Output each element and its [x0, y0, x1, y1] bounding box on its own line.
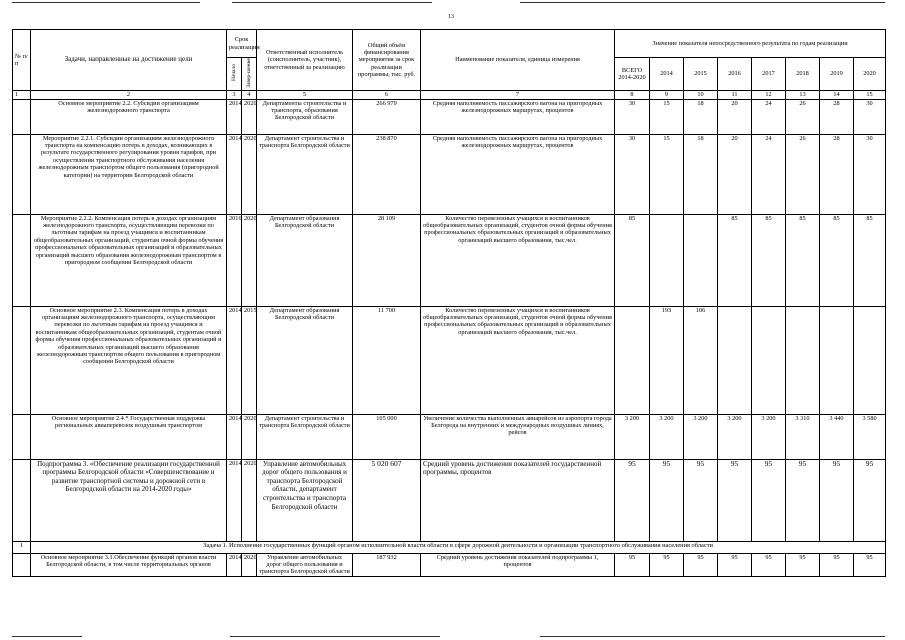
row-executor: Департамент строительства и транспорта Белгородской области [257, 414, 353, 459]
row-start: 2014 [227, 414, 242, 459]
column-number: 9 [650, 91, 684, 99]
row-value: 20 [718, 99, 752, 134]
row-value [854, 306, 886, 414]
header-term: Срок реализации [227, 30, 257, 58]
header-indicator: Наименование показателя, единица измерения [421, 30, 615, 91]
row-value: 95 [854, 553, 886, 576]
row-value: 85 [786, 214, 820, 306]
row-value [718, 306, 752, 414]
page-number: 13 [448, 14, 454, 20]
row-funding: 105 000 [353, 414, 421, 459]
row-value: 95 [718, 553, 752, 576]
row-start: 2014 [227, 553, 242, 576]
program-table [12, 29, 886, 577]
row-value: 95 [615, 553, 650, 576]
row-funding: 266 979 [353, 99, 421, 134]
bottom-rule-center [230, 636, 440, 637]
row-indicator: Средняя наполняемость пассажирского вагона на пригородных железнодорожных маршрутах, процентов [421, 99, 615, 134]
row-executor: Департамент строительства и транспорта Белгородской области [257, 134, 353, 214]
row-task: Подпрограмма 3. «Обеспечение реализации государственной программы Белгородской области «Совершенствование и развитие транспортной системы и дорожной сети в Белгородской области на 2014-2020 годы» [31, 459, 227, 541]
table-row [13, 414, 886, 459]
row-executor: Департаменты строительства и транспорта, образования Белгородской области [257, 99, 353, 134]
column-number: 2 [31, 91, 227, 99]
row-indicator: Увеличение количества выполненных авиарейсов из аэропорта города Белгорода на внутренних и международных воздушных линиях, рейсов [421, 414, 615, 459]
header-values-group: Значение показателя непосредственного результата по годам реализации [615, 30, 886, 58]
column-number: 15 [854, 91, 886, 99]
row-value: 3 440 [820, 414, 854, 459]
column-number: 7 [421, 91, 615, 99]
row-number [13, 414, 31, 459]
row-funding: 11 700 [353, 306, 421, 414]
row-value: 95 [650, 459, 684, 541]
row-value [752, 306, 786, 414]
table-row [13, 134, 886, 214]
header-no: № п/п [13, 30, 31, 91]
header-year: 2020 [854, 58, 886, 91]
task-row [13, 541, 886, 553]
row-indicator: Средний уровень достижения показателей государственной программы, процентов [421, 459, 615, 541]
column-number: 12 [752, 91, 786, 99]
header-total: ВСЕГО 2014-2020 [615, 58, 650, 91]
row-executor: Департамент образования Белгородской области [257, 214, 353, 306]
row-value: 26 [786, 134, 820, 214]
row-number [13, 553, 31, 576]
row-end: 2020 [242, 99, 257, 134]
row-value: 95 [650, 553, 684, 576]
column-number: 11 [718, 91, 752, 99]
row-value: 95 [854, 459, 886, 541]
row-value: 95 [752, 459, 786, 541]
row-executor: Управление автомобильных дорог общего пользования и транспорта Белгородской области [257, 553, 353, 576]
row-value: 3 200 [752, 414, 786, 459]
row-funding: 28 109 [353, 214, 421, 306]
row-value: 85 [615, 214, 650, 306]
row-value: 30 [615, 99, 650, 134]
header-executor: Ответственный исполнитель (соисполнитель, участник), ответственный за реализацию [257, 30, 353, 91]
row-value: 85 [854, 214, 886, 306]
row-value: 28 [820, 134, 854, 214]
bottom-rule-right [540, 636, 885, 637]
header-year: 2018 [786, 58, 820, 91]
row-value: 95 [615, 459, 650, 541]
table-row [13, 99, 886, 134]
row-executor: Департамент образования Белгородской области [257, 306, 353, 414]
row-indicator: Средняя наполняемость пассажирского вагона на пригородных железнодорожных маршрутах, процентов [421, 134, 615, 214]
row-number [13, 214, 31, 306]
header-year: 2016 [718, 58, 752, 91]
task-number: 1 [13, 541, 31, 553]
column-number: 8 [615, 91, 650, 99]
row-value: 95 [786, 553, 820, 576]
row-value: 15 [650, 99, 684, 134]
row-end: 2020 [242, 214, 257, 306]
column-number-row [13, 91, 886, 99]
row-value: 24 [752, 134, 786, 214]
column-number: 10 [684, 91, 718, 99]
header-funding: Общий объём финансирования мероприятия за срок реализации программы, тыс. руб. [353, 30, 421, 91]
row-end: 2020 [242, 134, 257, 214]
row-start: 2014 [227, 306, 242, 414]
header-year: 2014 [650, 58, 684, 91]
row-value: 3 200 [650, 414, 684, 459]
row-number [13, 134, 31, 214]
row-end: 2020 [242, 553, 257, 576]
row-start: 2014 [227, 134, 242, 214]
row-value: 95 [786, 459, 820, 541]
bottom-rule-left [12, 636, 82, 637]
row-value: 26 [786, 99, 820, 134]
task-text: Задача 1. Исполнение государственных функций органом исполнительной власти области в сфере дорожной деятельности и организации транспортного обслуживания населения области [31, 541, 886, 553]
row-value: 95 [752, 553, 786, 576]
table-row [13, 306, 886, 414]
row-value [786, 306, 820, 414]
row-value: 28 [820, 99, 854, 134]
row-funding: 187 932 [353, 553, 421, 576]
row-task: Мероприятие 2.2.2. Компенсация потерь в доходах организациям железнодорожного транспорта, осуществляющим перевозки по льготным тарифам на проезд учащимся и воспитанникам общеобразовательных организаций, студентам очной формы обучения профессиональных образовательных организаций и образовательных организаций высшего образования железнодорожным транспортом в пригородном сообщении Белгородской области [31, 214, 227, 306]
row-value: 3 200 [718, 414, 752, 459]
header-year: 2019 [820, 58, 854, 91]
row-indicator: Количество перевезенных учащихся и воспитанников общеобразовательных организаций, студентов очной формы обучения профессиональных образовательных организаций и образовательных организаций высшего образования, тыс.чел. [421, 214, 615, 306]
row-task: Мероприятие 2.2.1. Субсидии организациям железнодорожного транспорта на компенсацию потерь в доходах, возникающих в результате государственного регулирования уровня тарифов, при осуществлении транспортного обслуживания населения железнодорожным транспортом общего пользования (пригородной категории) на территории Белгородской области [31, 134, 227, 214]
row-value: 95 [820, 553, 854, 576]
row-value: 30 [854, 99, 886, 134]
row-start: 2016 [227, 214, 242, 306]
header-end: Завер-шение [242, 58, 257, 91]
row-value [820, 306, 854, 414]
row-end: 2020 [242, 414, 257, 459]
row-value: 3 310 [786, 414, 820, 459]
column-number: 4 [242, 91, 257, 99]
column-number: 5 [257, 91, 353, 99]
row-start: 2014 [227, 459, 242, 541]
row-value: 95 [820, 459, 854, 541]
row-value: 106 [684, 306, 718, 414]
row-value: 30 [854, 134, 886, 214]
top-rule-center [232, 2, 432, 3]
row-value: 3 200 [684, 414, 718, 459]
row-value: 95 [684, 553, 718, 576]
row-value [615, 306, 650, 414]
row-value: 18 [684, 134, 718, 214]
row-task: Основное мероприятие 2.2. Субсидии организациям железнодорожного транспорта [31, 99, 227, 134]
row-indicator: Количество перевезенных учащихся и воспитанников общеобразовательных организаций, студентов очной формы обучения профессиональных образовательных организаций и образовательных организаций высшего образования, тыс.чел. [421, 306, 615, 414]
column-number: 6 [353, 91, 421, 99]
row-number [13, 306, 31, 414]
row-value [684, 214, 718, 306]
header-year: 2015 [684, 58, 718, 91]
row-value: 85 [752, 214, 786, 306]
row-start: 2014 [227, 99, 242, 134]
row-value [650, 214, 684, 306]
row-value: 95 [684, 459, 718, 541]
column-number: 1 [13, 91, 31, 99]
top-rule-right [520, 2, 885, 3]
row-value: 18 [684, 99, 718, 134]
row-value: 24 [752, 99, 786, 134]
row-value: 20 [718, 134, 752, 214]
row-task: Основное мероприятие 3.1.Обеспечение функций органов власти Белгородской области, в том числе территориальных органов [31, 553, 227, 576]
row-value: 85 [718, 214, 752, 306]
column-number: 14 [820, 91, 854, 99]
row-number [13, 99, 31, 134]
row-value: 95 [718, 459, 752, 541]
row-value: 85 [820, 214, 854, 306]
row-value: 30 [615, 134, 650, 214]
row-task: Основное мероприятие 2.3. Компенсация потерь в доходах организациям железнодорожного транспорта, осуществляющим перевозки по льготным тарифам на проезд учащимся и воспитанникам общеобразовательных организаций, студентам очной формы обучения профессиональных образовательных организаций и образовательных организаций высшего образования железнодорожным транспортом общего пользования в пригородном сообщении Белгородской области [31, 306, 227, 414]
table-row [13, 553, 886, 576]
top-rule-left [12, 2, 200, 3]
header-start: Начало [227, 58, 242, 91]
column-number: 13 [786, 91, 820, 99]
row-executor: Управление автомобильных дорог общего пользования и транспорта Белгородской области, департамент строительства и транспорта Белгородской области [257, 459, 353, 541]
table-row [13, 214, 886, 306]
row-value: 3 580 [854, 414, 886, 459]
table-row [13, 459, 886, 541]
column-number: 3 [227, 91, 242, 99]
row-value: 193 [650, 306, 684, 414]
header-year: 2017 [752, 58, 786, 91]
row-funding: 238 870 [353, 134, 421, 214]
row-indicator: Средний уровень достижения показателей подпрограммы 1, процентов [421, 553, 615, 576]
row-funding: 5 020 607 [353, 459, 421, 541]
row-task: Основное мероприятие 2.4.* Государственная поддержка региональных авиаперевозок воздушным транспортом [31, 414, 227, 459]
row-end: 2020 [242, 459, 257, 541]
row-end: 2015 [242, 306, 257, 414]
row-number [13, 459, 31, 541]
row-value: 15 [650, 134, 684, 214]
header-tasks: Задачи, направленные на достижение цели [31, 30, 227, 91]
row-value: 3 200 [615, 414, 650, 459]
